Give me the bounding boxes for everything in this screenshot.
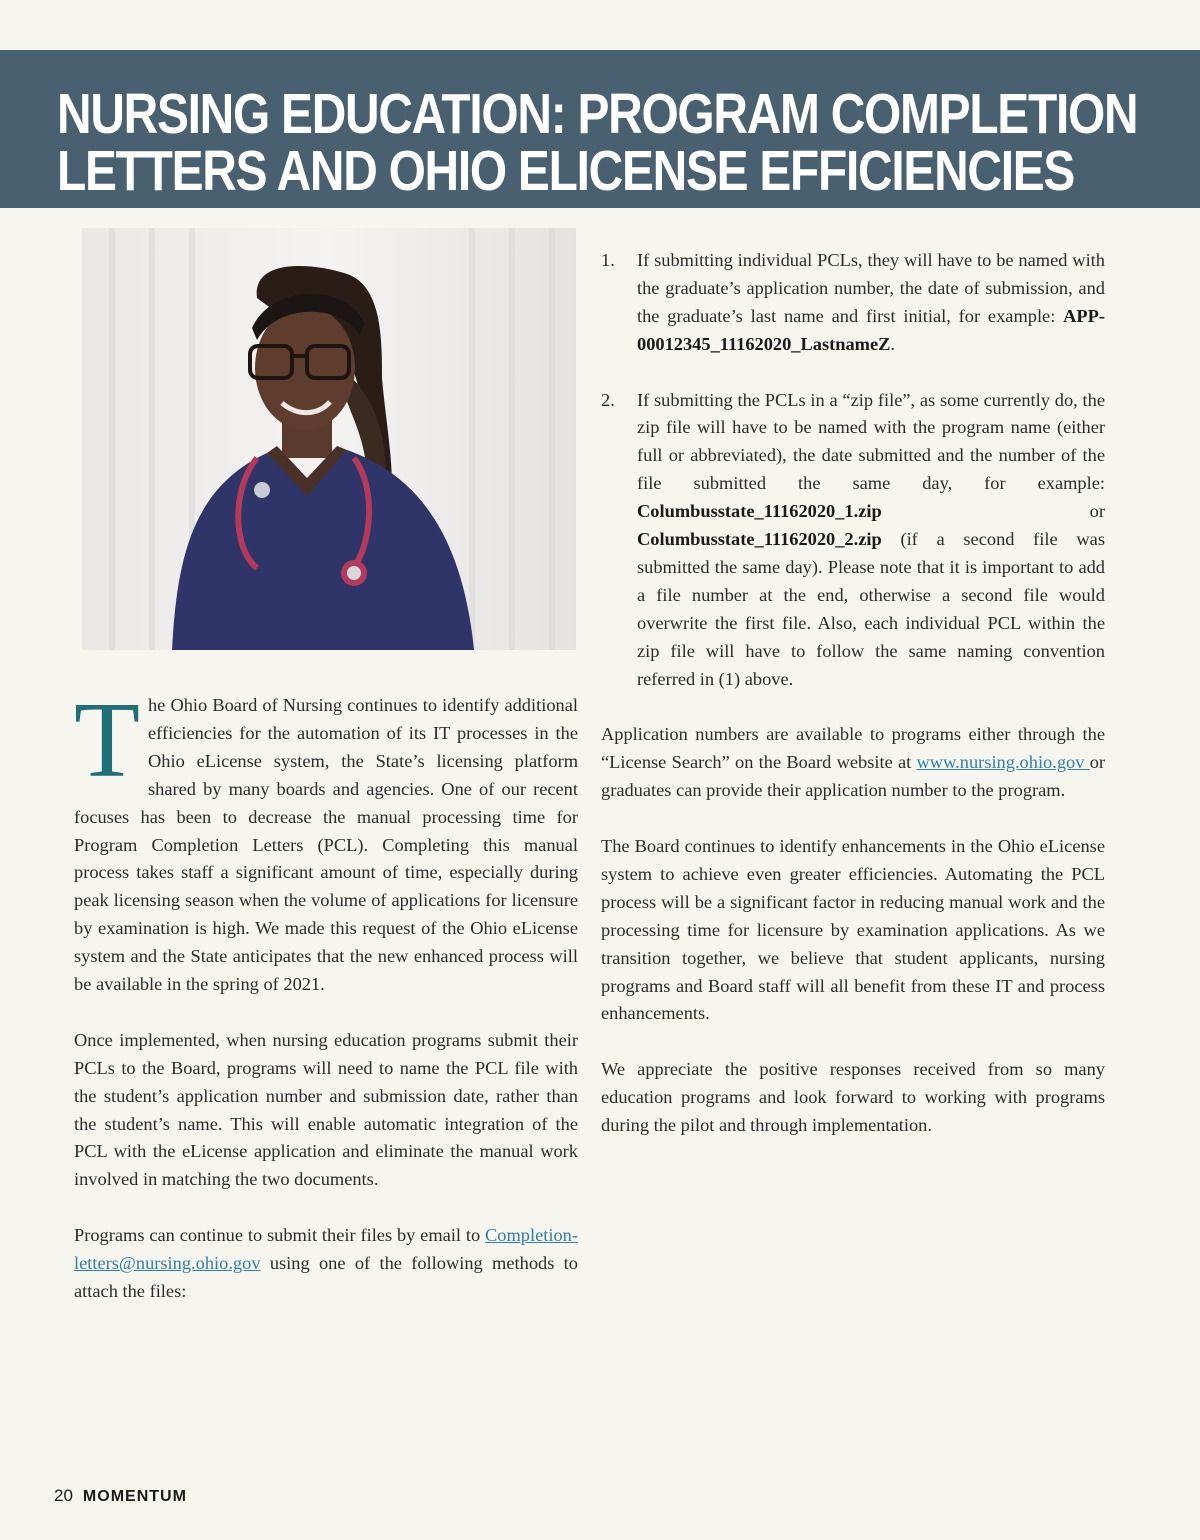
item2-or: or [881,501,1105,522]
intro-paragraph [74,681,578,999]
app-text-after: or graduates can provide their application number to the program. [601,752,1106,801]
completion-letters-email-link[interactable]: Completion-letters@nursing.ohio.gov [74,1225,578,1274]
list-number: 2. [601,389,615,410]
drop-cap: T [74,681,140,800]
thanks-paragraph: We appreciate the positive responses received from so many education programs and look forward to working with programs during the pilot and through implementation. [601,1059,1105,1136]
list-item [601,247,1105,359]
page-number: 20 [54,1486,73,1505]
title-line-1: NURSING EDUCATION: PROGRAM COMPLETION [57,82,1138,146]
item2-example-2: Columbusstate_11162020_2.zip [637,529,882,550]
left-column [74,681,578,1334]
list-number: 1. [601,250,615,270]
list-item [601,387,1105,694]
application-numbers-paragraph [601,721,1105,805]
intro-text: he Ohio Board of Nursing continues to identify additional efficiencies for the automation of its IT processes in the Ohio eLicense system, the State’s licensing platform shared by many boards and agencies. One of our recent focuses has been to decrease the manual processing time for Program Completion Letters (PCL). Completing this manual process takes staff a significant amount of time, especially during peak licensing season when the volume of applications for licensure by examination is high. We made this request of the Ohio eLicense system and the State anticipates that the new enhanced process will be available in the spring of 2021. [74,695,578,995]
nursing-website-link[interactable]: www.nursing.ohio.gov [916,752,1090,773]
page-footer [54,1486,187,1506]
app-text-before: Application numbers are available to programs either through the “License Search” on the Board website at [601,724,1105,773]
item1-example: APP-00012345_11162020_LastnameZ [637,305,1105,354]
board-paragraph: The Board continues to identify enhancements in the Ohio eLicense system to achieve even greater efficiencies. Automating the PCL process will be a significant factor in reducing manual work and the processing time for licensure by examination applications. As we transition together, we believe that student applicants, nursing programs and Board staff will all benefit from these IT and process enhancements. [601,835,1105,1024]
page-title [57,82,1138,203]
email-paragraph [74,1222,578,1306]
implementation-paragraph: Once implemented, when nursing education programs submit their PCLs to the Board, programs will need to name the PCL file with the student’s application number and submission date, rather than the student’s name. This will enable automatic integration of the PCL with the eLicense application and eliminate the manual work involved in matching the two documents. [74,1029,578,1190]
item2-example-1: Columbusstate_11162020_1.zip [637,501,882,522]
title-banner [0,50,1200,208]
item2-text-1: If submitting the PCLs in a “zip file”, as some currently do, the zip file will have to be named with the program name (either full or abbreviated), the date submitted and the number of the file submitted the same day, for example: [637,389,1105,494]
email-text-after: using one of the following methods to attach the files: [74,1253,578,1301]
email-text-before: Programs can continue to submit their files by email to [74,1225,486,1246]
magazine-name: MOMENTUM [82,1488,187,1505]
title-line-2: LETTERS AND OHIO ELICENSE EFFICIENCIES [57,139,1075,203]
item2-text-2: (if a second file was submitted the same day). Please note that it is important to add a file number at the end, otherwise a second file would overwrite the first file. Also, each individual PCL within the zip file will have to follow the same naming convention referred in (1) above. [637,529,1105,689]
nurse-illustration [82,228,576,650]
item1-end: . [890,333,896,354]
nurse-photo [82,228,576,650]
item1-text: If submitting individual PCLs, they will have to be named with the graduate’s application number, the date of submission, and the graduate’s last name and first initial, for example: [637,250,1105,326]
attachment-methods-list [601,247,1105,693]
right-column [601,247,1105,1168]
